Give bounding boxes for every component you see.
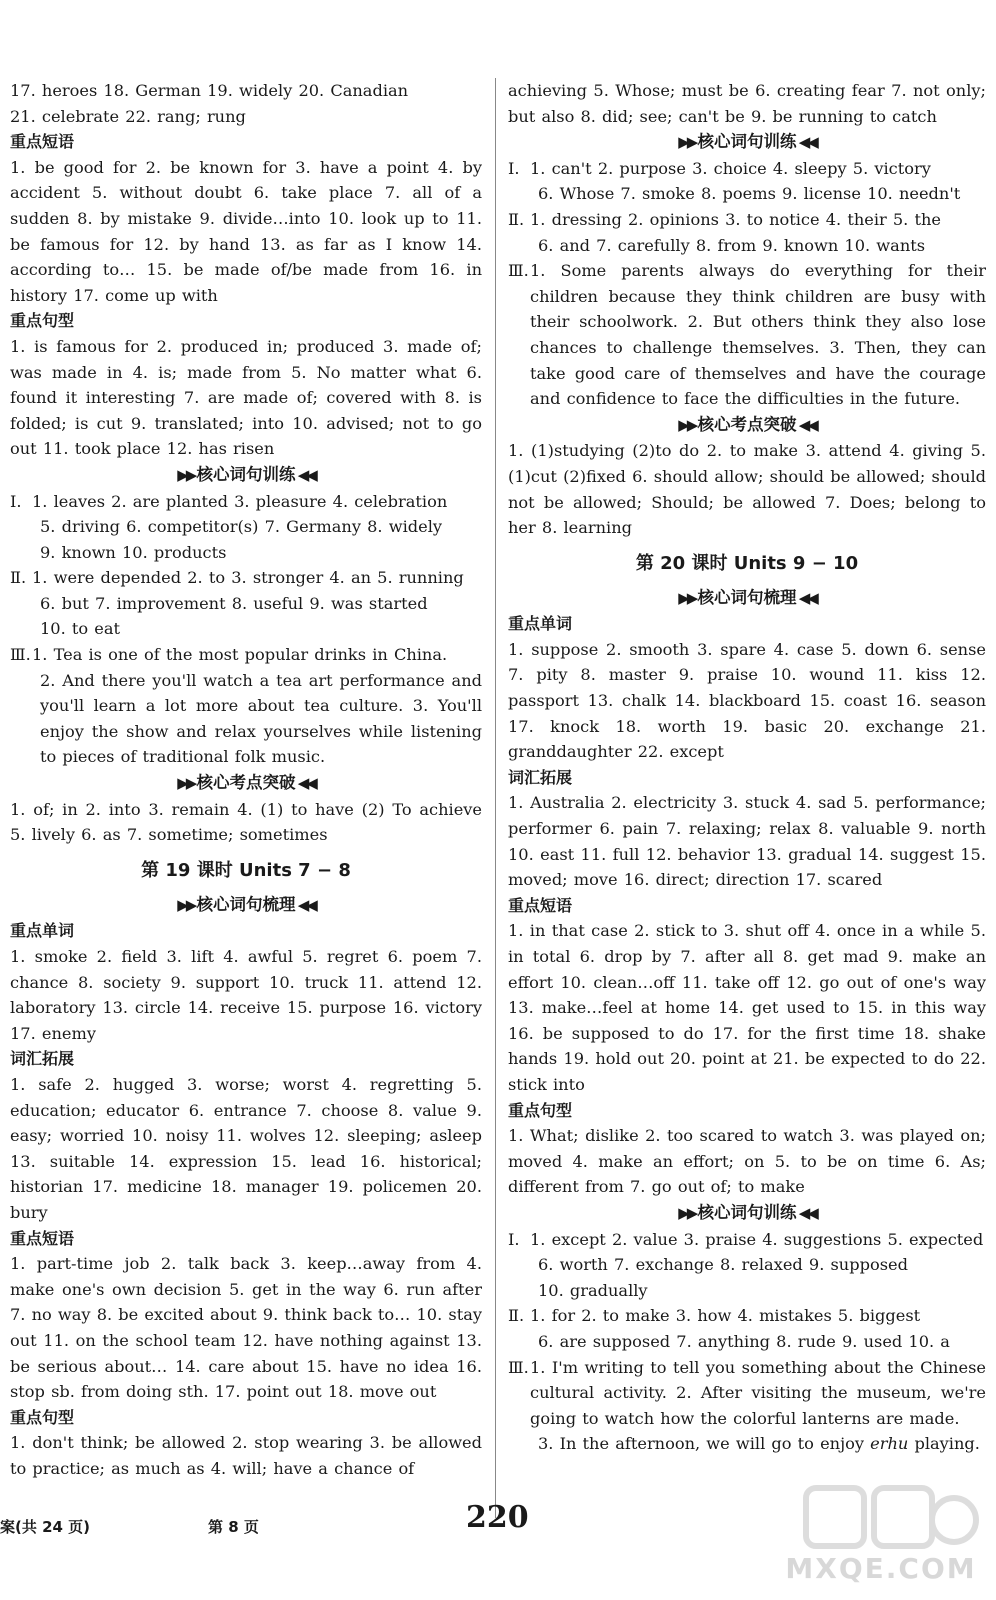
exercise-answer-line: 2. And there you'll watch a tea art performance and you'll learn a lot more about tea culture. 3. You'll enjoy the show and relax yourselves while listening to pieces of traditional folk music. xyxy=(40,670,482,767)
double-arrow-right-icon: ▶▶ xyxy=(177,895,197,914)
exercise-answer-line: 1. Tea is one of the most popular drinks in China. xyxy=(32,645,448,665)
subsection-heading: 重点单词 xyxy=(508,614,573,634)
exercise-block xyxy=(10,565,482,642)
subsection-heading: 重点短语 xyxy=(508,895,573,915)
exercise-block xyxy=(508,1303,986,1354)
roman-numeral: Ⅰ. xyxy=(508,1229,520,1249)
exercise-block xyxy=(508,207,986,258)
left-column xyxy=(10,78,482,1481)
answer-paragraph: 1. don't think; be allowed 2. stop wearing 3. be allowed to practice; as much as 4. will; have a chance of xyxy=(10,1433,482,1478)
double-arrow-left-icon: ◀◀ xyxy=(295,465,315,484)
footer-total-pages: 案(共 24 页) xyxy=(0,1518,91,1536)
exercise-block xyxy=(508,1355,986,1457)
exercise-block xyxy=(508,1227,986,1304)
subsection-heading: 重点句型 xyxy=(10,1407,75,1427)
roman-numeral: Ⅲ. xyxy=(508,261,529,281)
exercise-answer-line: 1. can't 2. purpose 3. choice 4. sleepy 5. victory xyxy=(530,158,931,178)
answer-paragraph: 1. What; dislike 2. too scared to watch 3. was played on; moved 4. make an effort; on 5. to be on time 6. As; different from 7. go out of; to make xyxy=(508,1126,986,1197)
subsection-heading: 词汇拓展 xyxy=(508,767,573,787)
subsection-heading: 重点短语 xyxy=(10,1228,75,1248)
answer-line: 17. heroes 18. German 19. widely 20. Canadian xyxy=(10,81,409,100)
exercise-answer-line: 1. I'm writing to tell you something about the Chinese cultural activity. 2. After visiting the museum, we're going to watch how the colorful lanterns are made. xyxy=(530,1357,986,1428)
lesson-title: 第 19 课时 Units 7 − 8 xyxy=(141,859,351,881)
double-arrow-left-icon: ◀◀ xyxy=(295,895,315,914)
section-banner xyxy=(10,892,482,919)
exercise-answer-line: 6. Whose 7. smoke 8. poems 9. license 10. needn't xyxy=(538,184,961,204)
double-arrow-left-icon: ◀◀ xyxy=(796,133,816,152)
exercise-answer-line: 3. In the afternoon, we will go to enjoy erhu playing. xyxy=(538,1434,980,1454)
roman-numeral: Ⅰ. xyxy=(10,491,22,511)
double-arrow-right-icon: ▶▶ xyxy=(678,588,698,607)
footer-page-label: 第 8 页 xyxy=(208,1518,259,1536)
section-banner xyxy=(508,412,986,439)
column-divider xyxy=(495,78,496,1518)
exercise-block xyxy=(10,642,482,770)
double-arrow-right-icon: ▶▶ xyxy=(177,774,197,793)
exercise-answer-line: 9. known 10. products xyxy=(40,542,227,562)
answer-line: 21. celebrate 22. rang; rung xyxy=(10,106,246,126)
exercise-answer-line: 6. worth 7. exchange 8. relaxed 9. supposed xyxy=(538,1255,908,1275)
exercise-answer-line: 10. gradually xyxy=(538,1280,648,1300)
answer-paragraph: 1. be good for 2. be known for 3. have a point 4. by accident 5. without doubt 6. take place 7. all of a sudden 8. by mistake 9. divide…into 10. look up to 11. be famous for 12. by hand 13. as far as I know 14. according to… 15. be made of/be made from 16. in history 17. come up with xyxy=(10,157,482,305)
roman-numeral: Ⅰ. xyxy=(508,158,520,178)
answer-paragraph: 1. in that case 2. stick to 3. shut off 4. once in a while 5. in total 6. drop by 7. after all 8. get mad 9. make an effort 10. clean…off 11. take off 12. go out of one's way 13. make…feel at home 14. get used to 15. in this way 16. be supposed to do 17. for the first time 18. shake hands 19. hold out 20. point at 21. be expected to do 22. stick into xyxy=(508,921,986,1094)
exercise-answer-line: 6. are supposed 7. anything 8. rude 9. used 10. a xyxy=(538,1331,950,1351)
double-arrow-right-icon: ▶▶ xyxy=(177,465,197,484)
double-arrow-left-icon: ◀◀ xyxy=(295,774,315,793)
answer-paragraph: 1. (1)studying (2)to do 2. to make 3. attend 4. giving 5. (1)cut (2)fixed 6. should allow; should be allowed; should not be allowed; Should; be allowed 7. Does; belong to her 8. learning xyxy=(508,441,986,538)
double-arrow-right-icon: ▶▶ xyxy=(678,415,698,434)
answer-paragraph: 1. smoke 2. field 3. lift 4. awful 5. regret 6. poem 7. chance 8. society 9. support 10. truck 11. attend 12. laboratory 13. circle 14. receive 15. purpose 16. victory 17. enemy xyxy=(10,947,482,1043)
exercise-answer-line: 5. driving 6. competitor(s) 7. Germany 8. widely xyxy=(40,517,443,537)
double-arrow-right-icon: ▶▶ xyxy=(678,1203,698,1222)
answer-paragraph: achieving 5. Whose; must be 6. creating fear 7. not only; but also 8. did; see; can't be 9. be running to catch xyxy=(508,81,986,126)
lesson-title: 第 20 课时 Units 9 − 10 xyxy=(635,552,859,574)
subsection-heading: 词汇拓展 xyxy=(10,1049,75,1069)
section-title: 核心考点突破 xyxy=(697,414,797,434)
double-arrow-left-icon: ◀◀ xyxy=(796,415,816,434)
section-banner xyxy=(508,1200,986,1227)
roman-numeral: Ⅱ. xyxy=(508,1306,525,1326)
page-number: 220 xyxy=(466,1500,529,1535)
roman-numeral: Ⅱ. xyxy=(10,568,27,588)
exercise-answer-line: 1. were depended 2. to 3. stronger 4. an 5. running xyxy=(32,568,464,588)
section-title: 核心词句训练 xyxy=(697,132,797,152)
answer-paragraph: 1. is famous for 2. produced in; produced 3. made of; was made in 4. is; made from 5. No matter what 6. found it interesting 7. are made of; covered with 8. is folded; is cut 9. translated; into 10. advised; not to go out 11. took place 12. has risen xyxy=(10,336,482,459)
answer-paragraph: 1. of; in 2. into 3. remain 4. (1) to have (2) To achieve 5. lively 6. as 7. sometime; sometimes xyxy=(10,799,482,845)
answer-paragraph: 1. Australia 2. electricity 3. stuck 4. sad 5. performance; performer 6. pain 7. relaxing; relax 8. valuable 9. north 10. east 11. full 12. behavior 13. gradual 14. suggest 15. moved; move 16. direct; direction 17. scared xyxy=(508,793,986,890)
section-title: 核心词句梳理 xyxy=(196,894,296,914)
subsection-heading: 重点句型 xyxy=(10,311,75,331)
double-arrow-right-icon: ▶▶ xyxy=(678,133,698,152)
exercise-answer-line: 1. leaves 2. are planted 3. pleasure 4. celebration xyxy=(32,491,448,511)
exercise-block xyxy=(508,258,986,412)
watermark-icon xyxy=(776,1480,986,1560)
section-title: 核心词句训练 xyxy=(697,1202,797,1222)
section-banner xyxy=(508,129,986,156)
right-column xyxy=(508,78,986,1457)
roman-numeral: Ⅲ. xyxy=(508,1357,529,1377)
answer-paragraph: 1. safe 2. hugged 3. worse; worst 4. regretting 5. education; educator 6. entrance 7. choose 8. value 9. easy; worried 10. noisy 11. wolves 12. sleeping; asleep 13. suitable 14. expression 15. lead 16. historical; historian 17. medicine 18. manager 19. policemen 20. bury xyxy=(10,1074,482,1222)
watermark-logo xyxy=(776,1480,986,1595)
section-banner xyxy=(10,770,482,797)
roman-numeral: Ⅱ. xyxy=(508,209,525,229)
answer-paragraph: 1. suppose 2. smooth 3. spare 4. case 5. down 6. sense 7. pity 8. master 9. praise 10. wound 11. kiss 12. passport 13. chalk 14. blackboard 15. coast 16. season 17. knock 18. worth 19. basic 20. exchange 21. granddaughter 22. except xyxy=(508,639,986,762)
exercise-answer-line: 6. but 7. improvement 8. useful 9. was started xyxy=(40,593,428,613)
exercise-answer-line: 1. for 2. to make 3. how 4. mistakes 5. biggest xyxy=(530,1306,921,1326)
section-title: 核心词句梳理 xyxy=(697,587,797,607)
answer-paragraph: 1. part-time job 2. talk back 3. keep…away from 4. make one's own decision 5. get in the way 6. run after 7. no way 8. be excited about 9. think back to… 10. stay out 11. on the school team 12. have nothing against 13. be serious about… 14. care about 15. have no idea 16. stop sb. from doing sth. 17. point out 18. move out xyxy=(10,1254,482,1402)
roman-numeral: Ⅲ. xyxy=(10,645,31,665)
exercise-answer-line: 1. dressing 2. opinions 3. to notice 4. their 5. the xyxy=(530,209,941,229)
exercise-answer-line: 1. except 2. value 3. praise 4. suggestions 5. expected xyxy=(530,1229,984,1249)
exercise-block xyxy=(10,489,482,566)
subsection-heading: 重点单词 xyxy=(10,921,75,941)
exercise-answer-line: 6. and 7. carefully 8. from 9. known 10. wants xyxy=(538,235,926,255)
section-banner xyxy=(10,462,482,489)
exercise-block xyxy=(508,156,986,207)
section-title: 核心词句训练 xyxy=(196,464,296,484)
exercise-answer-line: 1. Some parents always do everything for their children because they think children are busy with their schoolwork. 2. But others think they also lose chances to challenge themselves. 3. Then, they can take good care of themselves and have the courage and confidence to face the difficulties in the future. xyxy=(530,261,986,409)
double-arrow-left-icon: ◀◀ xyxy=(796,1203,816,1222)
section-title: 核心考点突破 xyxy=(196,773,296,793)
subsection-heading: 重点短语 xyxy=(10,132,75,152)
double-arrow-left-icon: ◀◀ xyxy=(796,588,816,607)
watermark-text: MXQE.COM xyxy=(785,1552,977,1585)
subsection-heading: 重点句型 xyxy=(508,1100,573,1120)
exercise-answer-line: 10. to eat xyxy=(40,619,121,639)
section-banner xyxy=(508,585,986,612)
